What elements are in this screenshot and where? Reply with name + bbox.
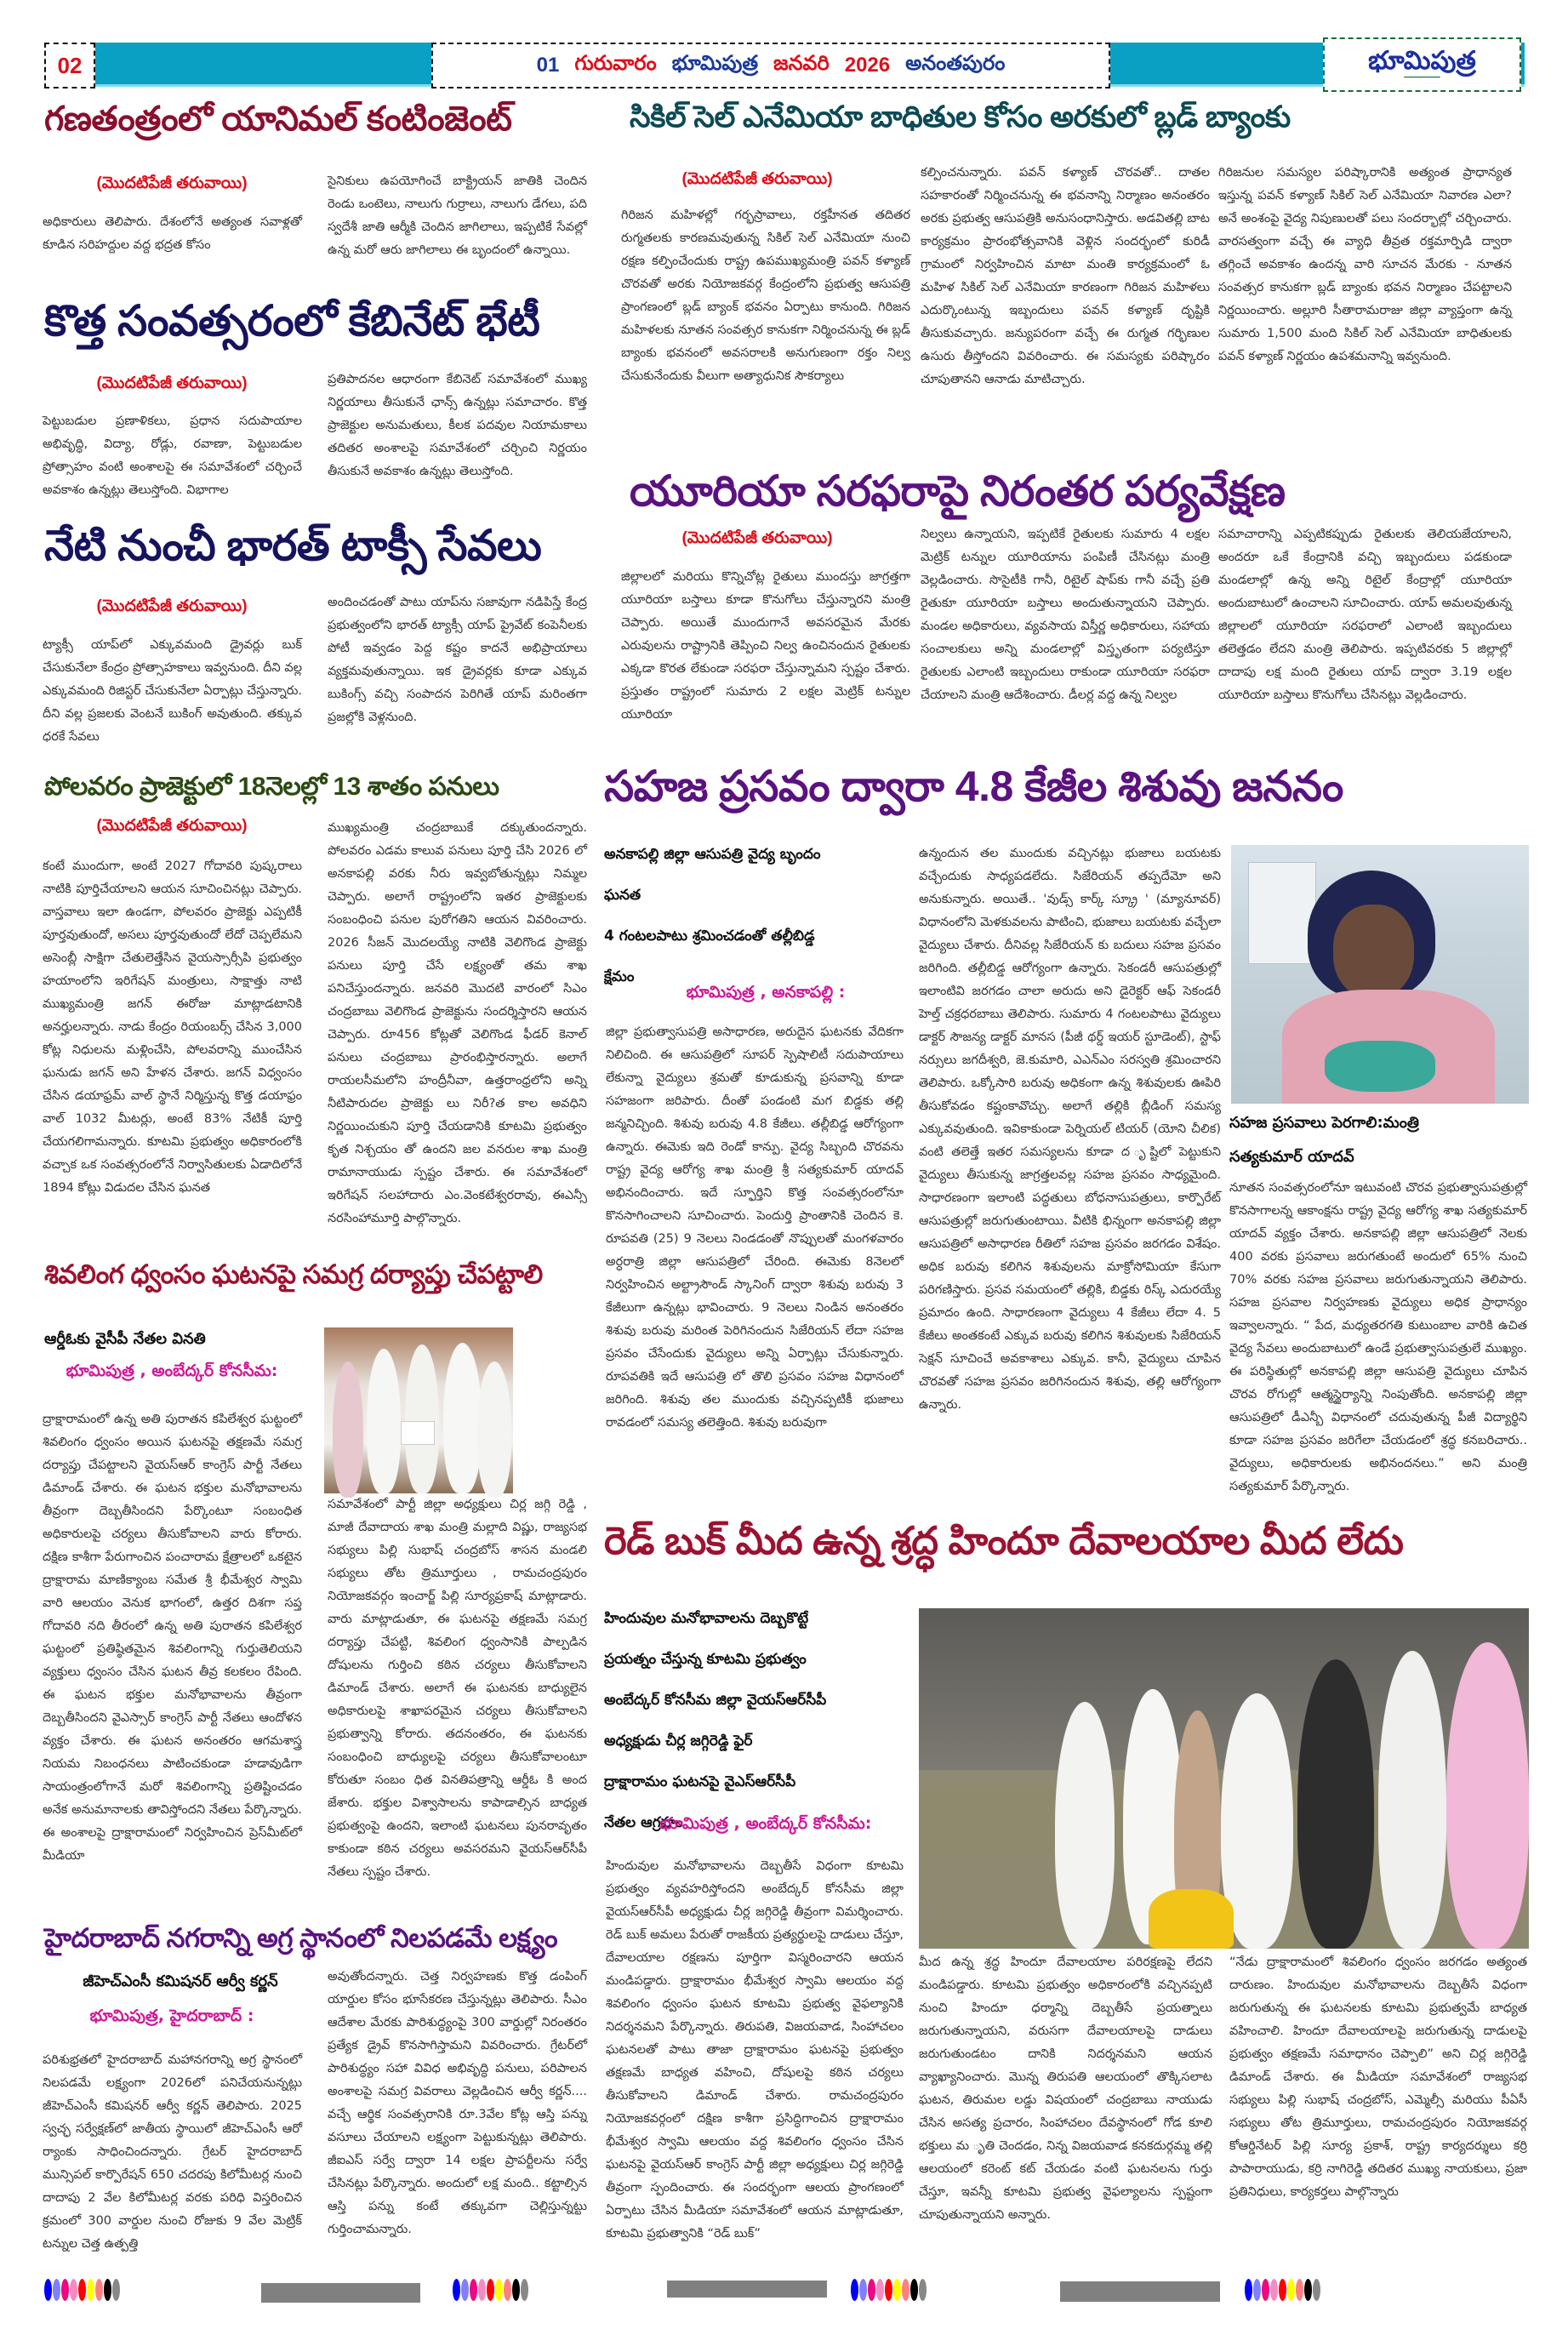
caption-line: సహజ ప్రసవాలు పెరగాలి:మంత్రి	[1229, 1114, 1419, 1132]
registration-dot	[1245, 2279, 1252, 2301]
article-text: సమాచారాన్ని ఎప్పటికప్పుడు రైతులకు తెలియజేయాలని, అందరూ ఒకే కేంద్రానికి వచ్చి ఇబ్బందులు పడకుండా మండలాల్లో ఉన్న అన్ని రిటైల్ కేంద్రాల్లో యూరియా అందుబాటులో ఉంచాలని సూచించారు. యాప్ అమలవుతున్న జిల్లాలలో యూరియా సరఫరాలో ఎలాంటి ఇబ్బందులు తలెత్తడం లేదని మంత్రి తెలిపారు. ఇప్పటివరకు 5 జిల్లాల్లో దాదాపు లక్ష మంది రైతులు యాప్ ద్వారా 3.19 లక్షల యూరియా బస్తాలు కొనుగోలు చేసినట్లు వెల్లడించారు.	[1218, 528, 1512, 702]
logo-tagline-mark: ━━━━━━━━━━	[1404, 74, 1440, 81]
article-text: అందించడంతో పాటు యాప్‌ను సజావుగా నడిపిస్తే కేంద్ర ప్రభుత్వంలోని భారత్ ట్యాక్సీ యాప్ ప్రైవేట్ కంపెనీలకు పోటీ ఇవ్వడం పెద్ద కష్టం కాదనే అభిప్రాయాలు వ్యక్తమవుతున్నాయి. ఇక డ్రైవర్లకు కూడా ఎక్కువ బుకింగ్స్ వచ్చి సంపాదన పెరిగితే యాప్ మరింతగా ప్రజల్లోకి వెళ్లనుంది.	[328, 596, 587, 724]
deck-line: ప్రయత్నం చేస్తున్న కూటమి ప్రభుత్వం	[604, 1651, 807, 1668]
registration-dot	[112, 2279, 120, 2301]
registration-dot	[512, 2279, 520, 2301]
registration-dot	[876, 2279, 884, 2301]
article-text: గిరిజన మహిళల్లో గర్భస్రావాలు, రక్తహీనత తదితర రుగ్మతలకు కారణమవుతున్న సికిల్ సెల్ ఎనేమియా నుంచి రక్షణ కల్పించేందుకు రాష్ట్ర ఉపముఖ్యమంత్రి పవన్ కళ్యాణ్ చొరవతో అరకు నియోజకవర్గ కేంద్రంలోని ప్రభుత్వ ఆసుపత్రి ప్రాంగణంలో బ్లడ్ బ్యాంక్ భవనం ఏర్పాటు కానుంది. గిరిజన మహిళలకు నూతన సంవత్సర కానుకగా నిర్మించనున్న ఈ బ్లడ్ బ్యాంకు భవనంలో అవసరాలకి అనుగుణంగా రక్తం నిల్వ చేసుకునేందుకు వీలుగా అత్యాధునిక సౌకర్యాలు	[621, 208, 910, 383]
deck-line: క్షేమం	[604, 968, 635, 985]
headline-sickle-cell: సికిల్ సెల్ ఎనేమియా బాధితుల కోసం అరకులో బ్లడ్ బ్యాంకు	[630, 100, 1291, 134]
flower-offering	[1149, 1889, 1234, 1949]
deck-line: ఘనత	[604, 887, 641, 904]
headline-shivalinga: శివలింగ ధ్వంసం ఘటనపై సమగ్ర దర్యాప్తు చేపట్టాలి	[44, 1259, 543, 1289]
date-day: 01	[536, 54, 560, 77]
registration-dot	[453, 2279, 460, 2301]
headline-hyderabad: హైదరాబాద్ నగరాన్ని అగ్ర స్థానంలో నిలపడమే లక్ష్యం	[44, 1923, 558, 1953]
continued-label: (మొదటిపేజీ తరువాయి)	[96, 817, 248, 835]
logo-text: భూమిపుత్ర	[1368, 46, 1476, 76]
article-text: పెట్టుబడుల ప్రణాళికలు, ప్రధాన సదుపాయాల అభివృద్ధి, విద్యా, రోడ్లు, రవాణా, పెట్టుబడుల ప్రోత్సాహం వంటి అంశాలపై ఈ సమావేశంలో చర్చించే అవకాశం ఉన్నట్లు తెలుస్తోంది. విభాగాల	[43, 414, 302, 497]
registration-dot	[495, 2279, 503, 2301]
registration-dot	[1304, 2279, 1312, 2301]
registration-dot	[902, 2279, 909, 2301]
caption-line: సత్యకుమార్ యాదవ్	[1229, 1148, 1354, 1166]
headline-bharat-taxi: నేటి నుంచీ భారత్ టాక్సీ సేవలు	[44, 522, 542, 569]
article-text: పరిశుభ్రతలో హైదరాబాద్ మహానగరాన్ని అగ్ర స్థానంలో నిలపడమే లక్ష్యంగా 2026లో పనిచేయనున్నట్లు జీహెచ్ఎంసీ కమిషనర్ ఆర్వీ కర్ణన్ తెలిపారు. 2025 స్వచ్ఛ సర్వేక్షణ్‌లో జాతీయ స్థాయిలో జీహెచ్ఎంసీ ఆరో ర్యాంకు సాధించిందన్నారు. గ్రేటర్ హైదరాబాద్ మున్సిపల్ కార్పొరేషన్ 650 చదరపు కిలోమీటర్ల నుంచి దాదాపు 2 వేల కిలోమీటర్ల వరకు పరిధి విస్తరించిన క్రమంలో 300 వార్డుల నుంచి రోజుకు 9 వేల మెట్రిక్ టన్నుల చెత్త ఉత్పత్తి	[43, 2053, 302, 2251]
continued-label: (మొదటిపేజీ తరువాయి)	[96, 174, 248, 192]
registration-dot	[868, 2279, 875, 2301]
headline-red-book: రెడ్ బుక్ మీద ఉన్న శ్రద్ధ హిందూ దేవాలయాల మీద లేదు	[604, 1519, 1404, 1562]
article-text: అధికారులు తెలిపారు. దేశంలోనే అత్యంత సవాళ్లతో కూడిన సరిహద్దుల వద్ద భద్రత కోసం	[43, 215, 302, 252]
memorandum-paper	[401, 1421, 435, 1445]
registration-dot	[78, 2279, 86, 2301]
byline: భూమిపుత్ర, హైదరాబాద్ :	[89, 2007, 254, 2025]
deck-line: అంబేద్కర్ కోనసీమ జిల్లా వైయస్ఆర్‌సీపీ	[604, 1692, 827, 1709]
registration-dot	[1262, 2279, 1269, 2301]
article-text: జిల్లా ప్రభుత్వాసుపత్రి అసాధారణ, అరుదైన ఘటనకు వేదికగా నిలిచింది. ఈ ఆసుపత్రిలో సూపర్ స్పెషాలిటీ సదుపాయాలు లేకున్నా వైద్యులు శ్రమతో కూడుకున్న ప్రసవాన్ని కూడా సహజంగా జరిపారు. దీంతో పండంటి మగ బిడ్డకు తల్లి జన్మనిచ్చింది. శిశువు బరువు 4.8 కేజీలు. తల్లీబిడ్డ ఆరోగ్యంగా ఉన్నారు. ఈమెకు ఇది రెండో కాన్పు. వైద్య సిబ్బంది చొరవను రాష్ట్ర వైద్య ఆరోగ్య శాఖ మంత్రి శ్రీ సత్యకుమార్ యాదవ్ అభినందించారు. ఇదే స్ఫూర్తిని కొత్త సంవత్సరంలోనూ కొనసాగించాలని సూచించారు. పెందుర్తి ప్రాంతానికి చెందిన కె. రూపవతి (25) 9 నెలలు నిండడంతో నొప్పులతో మంగళవారం అర్ధరాత్రి జిల్లా ఆసుపత్రిలో చేరింది. ఈమెకు 8నెలలో నిర్వహించిన అల్ట్రాసౌండ్ స్కానింగ్ ద్వారా శిశువు బరువు 3 కేజీలుగా ఉన్నట్లు భావించారు. 9 నెలలు నిండిన అనంతరం శిశువు బరువు మరింత పెరిగినందున సిజేరియన్ లేదా సహజ ప్రసవం చేసేందుకు వైద్యులు అన్ని ఏర్పాట్లు చేసుకున్నారు. రూపవతికి ఇదే ఆసుపత్రి లో తొలి ప్రసవం సహజ విధానంలో జరిగింది. శిశువు తల ముందుకు వచ్చినప్పటికీ భుజాలు రావడంలో సమస్య తలెత్తింది. శిశువు బరువుగా	[606, 1025, 904, 1430]
article-text: హిందువుల మనోభావాలను దెబ్బతీసే విధంగా కూటమి ప్రభుత్వం వ్యవహరిస్తోందని అంబేద్కర్ కోనసీమ జిల్లా వైయస్ఆర్‌సీపీ అధ్యక్షుడు చీర్ల జగ్గిరెడ్డి తీవ్రంగా విమర్శించారు. రెడ్ బుక్ అమలు పేరుతో రాజకీయ ప్రత్యర్థులపై దాడులు చేస్తూ, దేవాలయాల రక్షణను పూర్తిగా విస్మరించారని ఆయన మండిపడ్డారు. ద్రాక్షారామం భీమేశ్వర స్వామి ఆలయం వద్ద శివలింగం ధ్వంసం ఘటన కూటమి ప్రభుత్వ వైఫల్యానికి నిదర్శనమని పేర్కొన్నారు. తిరుపతి, విజయవాడ, సింహాచలం ఘటనలతో పాటు తాజా ద్రాక్షారామం ఘటనపై ప్రభుత్వం తక్షణమే బాధ్యత వహించి, దోషులపై కఠిన చర్యలు తీసుకోవాలని డిమాండ్ చేశారు. రామచంద్రపురం నియోజకవర్గంలో దక్షిణ కాశీగా ప్రసిద్ధిగాంచిన ద్రాక్షారామం భీమేశ్వర స్వామి ఆలయం వద్ద శివలింగం ధ్వంసం చేసిన ఘటనపై వైయస్ఆర్ కాంగ్రెస్ పార్టీ జిల్లా అధ్యక్షులు చిర్ల జగ్గిరెడ్డి తీవ్రంగా స్పందించారు. ఈ సందర్భంగా ఆలయ ప్రాంగణంలో ఏర్పాటు చేసిన మీడియా సమావేశంలో ఆయన మాట్లాడుతూ, కూటమి ప్రభుత్వానికి “రెడ్ బుక్”	[606, 1859, 904, 2241]
registration-dot	[470, 2279, 477, 2301]
gray-registration-bar	[261, 2283, 420, 2303]
registration-dot	[461, 2279, 469, 2301]
article-text: సైనికులు ఉపయోగించే బాక్ట్రియన్ జాతికి చెందిన రెండు ఒంటెలు, నాలుగు గుర్రాలు, నాలుగు డేగలు, పది స్వదేశీ జాతి ఆర్మీకి చెందిన జాగిలాలు, ఇప్పటికే సేవల్లో ఉన్న మరో ఆరు జాగిలాలు ఈ బృందంలో ఉన్నాయి.	[328, 174, 587, 257]
gray-registration-bar	[667, 2281, 827, 2298]
registration-dot	[95, 2279, 103, 2301]
article-text: ప్రతిపాదనల ఆధారంగా కేబినెట్ సమావేశంలో ముఖ్య నిర్ణయాలు తీసుకునే ఛాన్స్ ఉన్నట్లు సమాచారం. కొత్త ప్రాజెక్టుల అనుమతులు, కీలక పదవుల నియామకాలు తదితర అంశాలపై సమావేశంలో చర్చించి నిర్ణయం తీసుకునే అవకాశం ఉన్నట్లు తెలుస్తోంది.	[328, 373, 587, 478]
registration-dot	[910, 2279, 918, 2301]
registration-dot	[851, 2279, 858, 2301]
photo-mother-with-baby	[1231, 845, 1529, 1104]
article-text: కంటే ముందుగా, అంటే 2027 గోదావరి పుష్కరాలు నాటికి పూర్తిచేయాలని ఆయన సూచించినట్లు చెప్పారు. వాస్తవాలు ఇలా ఉండగా, పోలవరం ప్రాజెక్టు ఎప్పటికీ పూర్తవుతుందో, అసలు పూర్తవుతుందో లేదో చెప్పలేమని అసెంబ్లీ సాక్షిగా చేతులెత్తేసిన వైయస్సార్సీపి ప్రభుత్వం హయాంలోని ఇరిగేషన్ మంత్రులు, సాక్షాత్తు నాటి ముఖ్యమంత్రి జగన్ ఈరోజు మాట్లాడటానికి అనర్హులన్నారు. నాడు కేంద్రం రియంబర్స్ చేసిన 3,000 కోట్ల నిధులను మళ్లించేసి, పోలవరాన్ని ముంచేసిన ఘనుడు జగన్ అని హేళన చేశారు. జగన్ విధ్వంసం చేసిన డయాఫ్రమ్ వాల్ స్థానే నిర్మిస్తున్న కొత్త డయాఫ్రం వాల్ 1032 మీటర్లు, అంటే 83% నేటికీ పూర్తి చేయగలిగామన్నారు. కూటమి ప్రభుత్వం అధికారంలోకి వచ్చాక ఒక సంవత్సరంలోనే నిర్వాసితులకు ఏడాదిలోనే 1894 కోట్లు విడుదల చేసిన ఘనత	[43, 859, 302, 1195]
continued-label: (మొదటిపేజీ తరువాయి)	[96, 597, 248, 615]
registration-dot	[859, 2279, 867, 2301]
headline-cabinet-meeting: కొత్త సంవత్సరంలో కేబినేట్ భేటీ	[44, 297, 540, 345]
registration-dot	[1270, 2279, 1278, 2301]
deck-line: ద్రాక్షారామం ఘటనపై వైఎస్ఆర్‌సీపీ	[604, 1773, 796, 1790]
registration-dot	[1253, 2279, 1261, 2301]
registration-dot	[104, 2279, 111, 2301]
article-text: ద్రాక్షారామంలో ఉన్న అతి పురాతన కపిలేశ్వర ఘట్టంలో శివలింగం ధ్వంసం అయిన ఘటనపై తక్షణమే సమగ్ర దర్యాప్తు చేపట్టాలని వైయస్ఆర్ కాంగ్రెస్ పార్టీ నేతలు డిమాండ్ చేశారు. ఈ ఘటన భక్తుల మనోభావాలను తీవ్రంగా దెబ్బతీసిందని పేర్కొంటూ సంబంధిత అధికారులపై చర్యలు తీసుకోవాలని వారు కోరారు. దక్షిణ కాశీగా పేరుగాంచిన పంచారామ క్షేత్రాలలో ఒకటైన ద్రాక్షారామ మాణిక్యాంబ సమేత శ్రీ భీమేశ్వర స్వామి వారి ఆలయం వెనుక భాగంలో, ఉత్తర దిశగా సప్త గోదావరి నది తీరంలో ఉన్న అతి పురాతన కపిలేశ్వర ఘట్టంలో ప్రతిష్ఠితమైన శివలింగాన్ని గుర్తుతెలియని వ్యక్తులు ధ్వంసం చేసిన ఘటన తీవ్ర కలకలం రేపింది. ఈ ఘటన భక్తుల మనోభావాలను తీవ్రంగా దెబ్బతీసిందని వైఎస్సార్ కాంగ్రెస్ పార్టీ నేతలు ఆందోళన వ్యక్తం చేశారు. ఈ ఘటన అనంతరం ఆగమశాస్త్ర నియమ నిబంధనలు పాటించకుండా హడావుడిగా సాయంత్రంలోగానే మరో శివలింగాన్ని ప్రతిష్టించడం అనేక అనుమానాలకు తావిస్తోందని నేతలు పేర్కొన్నారు. ఈ అంశాలపై ద్రాక్షారామంలో నిర్వహించిన ప్రెస్‌మీట్‌లో మీడియా	[43, 1413, 302, 1863]
deck-line: అధ్యక్షుడు చీర్ల జగ్గిరెడ్డి ఫైర్	[604, 1733, 753, 1750]
subheadline: ఆర్డీఓకు వైసీపీ నేతల వినతి	[44, 1330, 206, 1348]
article-text: నిల్వలు ఉన్నాయని, ఇప్పటికే రైతులకు సుమారు 4 లక్షల మెట్రిక్ టన్నుల యూరియాను పంపిణీ చేసినట్లు మంత్రి వెల్లడించారు. సొసైటీకి గానీ, రిటైల్ షాప్‌కు గానీ వచ్చే ప్రతి రైతుకూ యూరియా బస్తాలు అందుతున్నాయని చెప్పారు. మండల అధికారులు, వ్యవసాయ విస్తీర్ణ అధికారులు, సహాయ సంచాలకులు అన్ని మండలాల్లో విస్తృతంగా పర్యటిస్తూ రైతులకు ఎలాంటి ఇబ్బందులు రాకుండా యూరియా సరఫరా చేయాలని మంత్రి ఆదేశించారు. డీలర్ల వద్ద ఉన్న నిల్వల	[921, 528, 1210, 702]
article-text: మీద ఉన్న శ్రద్ధ హిందూ దేవాలయాల పరిరక్షణపై లేదని మండిపడ్డారు. కూటమి ప్రభుత్వం అధికారంలోకి వచ్చినప్పటి నుంచి హిందూ ధర్మాన్ని దెబ్బతీసే ప్రయత్నాలు జరుగుతున్నాయని, వరుసగా దేవాలయాలపై దాడులు జరుగుతుండటం దానికి నిదర్శనమని ఆయన వ్యాఖ్యానించారు. మొన్న తిరుపతి ఆలయంలో తొక్కిసలాట ఘటన, తిరుమల లడ్డు విషయంలో చంద్రబాబు నాయుడు చేసిన అసత్య ప్రచారం, సింహాచలం దేవస్థానంలో గోడ కూలి భక్తులు మ ృతి చెందడం, నిన్న విజయవాడ కనకదుర్గమ్మ తల్లి ఆలయంలో కరెంట్ కట్ చేయడం వంటి ఘటనలను గుర్తు చేస్తూ, ఇవన్నీ కూటమి ప్రభుత్వ వైఫల్యాలను స్పష్టంగా చూపుతున్నాయని అన్నారు.	[919, 1955, 1212, 2222]
deck-line: నేతల ఆగ్రహం	[604, 1814, 683, 1831]
continued-label: (మొదటిపేజీ తరువాయి)	[681, 529, 833, 547]
registration-dot	[521, 2279, 528, 2301]
page-number: 02	[44, 43, 95, 88]
registration-dot	[1313, 2279, 1320, 2301]
deck-line: 4 గంటలపాటు శ్రమించడంతో తల్లీబిడ్డ	[604, 928, 815, 945]
edition: అనంతపురం	[905, 51, 1006, 75]
color-registration-marks	[1245, 2279, 1320, 2301]
article-deck	[604, 834, 893, 997]
baby-blanket	[1325, 1041, 1435, 1092]
color-registration-marks	[453, 2279, 528, 2301]
registration-dot	[885, 2279, 892, 2301]
byline: భూమిపుత్ర , అనకాపల్లి :	[686, 983, 846, 1002]
deck-line: హిందువుల మనోభావాలను దెబ్బకొట్టే	[604, 1610, 809, 1627]
photo-temple-ghat-visit	[919, 1608, 1529, 1949]
article-text: అవుతోందన్నారు. చెత్త నిర్వహణకు కొత్త డంపింగ్ యార్డుల కోసం భూసేకరణ చేస్తున్నట్లు తెలిపారు. సీఎం ఆదేశాల మేరకు పారిశుద్ధ్యంపై 300 వార్డుల్లో నిరంతరం ప్రత్యేక డ్రైవ్ కొనసాగిస్తామని వివరించారు. గ్రేటర్‌లో పారిశుద్ధ్యం సహా వివిధ అభివృద్ధి పనులు, పరిపాలన అంశాలపై సమగ్ర వివరాలు వెల్లడించిన ఆర్వీ కర్ణన్.... వచ్చే ఆర్థిక సంవత్సరానికి రూ.3వేల కోట్ల ఆస్తి పన్ను వసూలు చేయాలని లక్ష్యంగా పెట్టుకున్నట్లు తెలిపారు. జీఐఎస్ సర్వే ద్వారా 14 లక్షల ప్రాపర్టీలను సర్వే చేసినట్లు పేర్కొన్నారు. అందులో లక్ష మంది.. కట్టాల్సిన ఆస్తి పన్ను కంటే తక్కువగా చెల్లిస్తున్నట్టు గుర్తించామన్నారు.	[328, 1970, 587, 2236]
registration-dot	[53, 2279, 60, 2301]
article-text: జిల్లాలలో మరియు కొన్నిచోట్ల రైతులు ముందస్తు జాగ్రత్తగా యూరియా బస్తాలు కూడా కొనుగోలు చేస్తున్నారని మంత్రి చెప్పారు. అయితే ముందుగానే అవసరమైన మేరకు ఎరువులను రాష్ట్రానికి తెప్పించి నిల్వ ఉంచినందున రైతులకు ఎక్కడా కొరత లేకుండా సరఫరా చేస్తున్నామని స్పష్టం చేశారు. ప్రస్తుతం రాష్ట్రంలో సుమారు 2 లక్షల మెట్రిక్ టన్నుల యూరియా	[621, 570, 910, 722]
subheadline: జీహెచ్ఎంసీ కమిషనర్ ఆర్వీ కర్ణన్	[83, 1972, 278, 1990]
article-text: గిరిజనుల సమస్యల పరిష్కారానికి అత్యంత ప్రాధాన్యత ఇస్తున్న పవన్ కళ్యాణ్ సికిల్ సెల్ ఎనేమియా నివారణ ఎలా? అనే అంశంపై వైద్య నిపుణులతో పలు సందర్భాల్లో చర్చించారు. వారసత్వంగా వచ్చే ఈ వ్యాధి తీవ్రత రక్తమార్పిడి ద్వారా తగ్గించే అవకాశం ఉందన్న వారి సూచన మేరకు - నూతన సంవత్సర కానుకగా బ్లడ్ బ్యాంకు భవన నిర్మాణం చేపట్టాలని నిర్ణయించారు. అల్లూరి సీతారామరాజు జిల్లా వ్యాప్తంగా ఉన్న సుమారు 1,500 మంది సికిల్ సెల్ ఎనేమియా బాధితులకు పవన్ కళ్యాణ్ నిర్ణయం ఉపశమనాన్ని ఇవ్వనుంది.	[1218, 166, 1512, 363]
article-deck	[604, 1598, 902, 1843]
incubator	[1248, 862, 1316, 964]
month: జనవరి	[773, 51, 830, 75]
face	[1333, 905, 1414, 998]
registration-dot	[478, 2279, 486, 2301]
article-text: నూతన సంవత్సరంలోనూ ఇటువంటి చొరవ ప్రభుత్వాసుపత్రుల్లో కొనసాగాలన్న ఆకాంక్షను రాష్ట్ర వైద్య ఆరోగ్య శాఖ సత్యకుమార్ యాదవ్ వ్యక్తం చేశారు. అనకాపల్లి జిల్లా ఆసుపత్రిలో నెలకు 400 వరకు ప్రసవాలు జరుగతుంటే అందులో 65% నుంచి 70% వరకు సహజ ప్రసవాలు జరుగుతున్నాయని తెలిపారు. సహజ ప్రసవాల నిర్వహణకు వైద్యులు అధిక ప్రాధాన్యం ఇవ్వాలన్నారు. “ పేద, మధ్యతరగతి కుటుంబాల వారికి ఉచిత వైద్య సేవలు అందుబాటులో ఉండే ప్రభుత్వాసుపత్రులే ముఖ్యం. ఈ పరిస్థితుల్లో అనకాపల్లి జిల్లా ఆసుపత్రి వైద్యులు చూపిన చొరవ రోగుల్లో ఆత్మస్థైర్యాన్ని నింపుతోంది. అనకాపల్లి జిల్లా ఆసుపత్రిలో డీఎన్బీ విధానంలో చదువుతున్న పీజీ విద్యార్థిని కూడా సహజ ప్రసవం జరిగేలా చేయడంలో శ్రద్ధ కనబరిచారు.. వైద్యులు, అధికారులకు అభినందనలు.” అని మంత్రి సత్యకుమార్ పేర్కొన్నారు.	[1229, 1181, 1527, 1493]
article-text: “నేడు ద్రాక్షారామంలో శివలింగం ధ్వంసం జరగడం అత్యంత దారుణం. హిందువుల మనోభావాలను దెబ్బతీసే విధంగా జరుగుతున్న ఈ ఘటనలకు కూటమి ప్రభుత్వమే బాధ్యత వహించాలి. హిందూ దేవాలయాలపై జరుగుతున్న దాడులపై ప్రభుత్వం తక్షణమే సమాధానం చెప్పాలి” అని చిర్ల జగ్గిరెడ్డి డిమాండ్ చేశారు. ఈ మీడియా సమావేశంలో రాజ్యసభ సభ్యులు పిల్లి సుభాష్ చంద్రబోస్, ఎమ్మెల్సీ మరియు పీఏసీ సభ్యులు తోట త్రిమూర్తులు, రామచంద్రపురం నియోజకవర్గ కోఆర్డినేటర్ పిల్లి సూర్య ప్రకాశ్, రాష్ట్ర కార్యదర్శులు కర్రి పాపారాయుడు, కర్రి నాగిరెడ్డి తదితర ముఖ్య నాయకులు, ప్రజా ప్రతినిధులు, కార్యకర్తలు పాల్గొన్నారు	[1229, 1955, 1527, 2199]
registration-dot	[487, 2279, 494, 2301]
gray-registration-bar	[1060, 2281, 1220, 2302]
article-text: కల్పించనున్నారు. పవన్ కళ్యాణ్ చొరవతో.. దాతల సహకారంతో నిర్మించనున్న ఈ భవనాన్ని నిర్మాణం అనంతరం అరకు ప్రభుత్వ ఆసుపత్రికి అనుసంధానిస్తారు. అడవితల్లి బాట కార్యక్రమం ప్రారంభోత్సవానికి వెళ్లిన సందర్భంలో కురిడీ గ్రామంలో నిర్వహించిన మాటా మంతి కార్యక్రమంలో ఓ మహిళ సికిల్ సెల్ ఎనేమియా కారణంగా గిరిజన మహిళలు ఎదుర్కొంటున్న ఇబ్బందులు పవన్ కళ్యాణ్ దృష్టికి తీసుకువచ్చారు. జన్యుపరంగా వచ్చే ఈ రుగ్మత గర్భిణుల ఉసురు తీస్తోందని వివరించారు. ఈ సమస్యకు పరిష్కారం చూపుతానని ఆనాడు మాటిచ్చారు.	[921, 166, 1210, 386]
article-text: ముఖ్యమంత్రి చంద్రబాబుకే దక్కుతుందన్నారు. పోలవరం ఎడమ కాలువ పనులు పూర్తి చేసి 2026 లో అనకాపల్లి వరకు నీరు ఇవ్వబోతున్నట్లు నిమ్మల చెప్పారు. అలాగే రాష్ట్రంలోని ఇతర ప్రాజెక్టులకు సంబంధించి పనుల పురోగతిని ఆయన వివరించారు. 2026 సీజన్ మొదలయ్యే నాటికి వెలిగొండ ప్రాజెక్టు పనులు పూర్తి చేసే లక్ష్యంతో తమ శాఖ పనిచేస్తుందన్నారు. జనవరి మొదటి వారంలో సిఎం చంద్రబాబు వెలిగొండ ప్రాజెక్టును సందర్శిస్తారని ఆయన చెప్పారు. రూ456 కోట్లతో వెలిగొండ ఫీడర్ కెనాల్ పనులు చంద్రబాబు ప్రారంభిస్తారన్నారు. అలాగే రాయలసీమలోని హంద్రీనీవా, ఉత్తరాంధ్రలోని అన్ని నీటిపారుదల ప్రాజెక్టు లు నిరీ?త కాల అవధిని నిర్ణయించుకుని పూర్తి చేయడానికి కూటమి ప్రభుత్వం కృత నిశ్చయం తో ఉందని జల వనరుల శాఖ మంత్రి రామానాయుడు స్పష్టం చేశారు. ఈ సమావేశంలో ఇరిగేషన్ సలహాదారు ఎం.వెంకటేశ్వరరావు, ఈఎన్సీ నరసింహామూర్తి పాల్గొన్నారు.	[328, 821, 587, 1225]
article-text: ట్యాక్సీ యాప్‌లో ఎక్కువమంది డ్రైవర్లు బుక్ చేసుకునేలా కేంద్రం ప్రోత్సాహకాలు ఇవ్వనుంది. దీని వల్ల ఎక్కువమంది రిజిస్టర్ చేసుకునేలా ఏర్పాట్లు చేస్తున్నారు. దీని వల్ల ప్రజలకు వెంటనే బుకింగ్ అవుతుంది. తక్కువ ధరకే సేవలు	[43, 638, 302, 744]
photo-memorandum-handover	[324, 1327, 513, 1493]
article-text: ఉన్నందున తల ముందుకు వచ్చినట్లు భుజాలు బయటకు వచ్చేందుకు సాధ్యపడలేదు. సిజేరియన్ తప్పదేమో అని అనుకున్నారు. అయితే.. 'వుడ్స్ కార్క్ స్క్రూ ' (మ్యానూవర్) విధానంలోని మెళకువలను పాటించి, భుజాలు బయటకు వచ్చేలా వైద్యులు చేశారు. దీనివల్ల సిజేరియన్ కు బదులు సహజ ప్రసవం జరిగింది. తల్లీబిడ్డ ఆరోగ్యంగా ఉన్నారు. సెకండరీ ఆసుపత్రుల్లో ఇలాంటివి జరగడం చాలా అరుదు అని డైరెక్టర్ ఆఫ్ సెకండరీ హెల్త్ చక్రధరబాబు తెలిపారు. సుమారు 4 గంటలపాటు వైద్యులు డాక్టర్ సౌజన్య డాక్టర్ మానస (పీజీ థర్డ్ ఇయర్ స్టూడెంట్), స్టాఫ్ నర్సులు జగదీశ్వరి, జె.కుమారి, ఎఎన్ఎం సరస్వతి శ్రమించారని తెలిపారు. ఒక్కోసారి బరువు అధికంగా ఉన్న శిశువులకు ఊపిరి తీసుకోవడం కష్టంకావొచ్చు. అలాగే తల్లికి బ్లీడింగ్ సమస్య ఎక్కువవుతుంది. ఇవికాకుండా పెర్నియల్ టియర్ (యోని చీలిక) వంటి తలెత్తే ఇతర సమస్యలను కూడా ద ృష్టిలో పెట్టుకుని వైద్యులు తీసుకున్న జాగ్రత్తలవల్ల సహజ ప్రసవం సాధ్యమైంది. సాధారణంగా ఇలాంటి పద్ధతులు బోధనాసుపత్రులు, కార్పొరేట్ ఆసుపత్రుల్లో జరుగుతుంటాయి. వీటికి భిన్నంగా అనకాపల్లి జిల్లా ఆసుపత్రిలో అసాధారణ రీతిలో సహజ ప్రసవం జరగడం విశేషం. అధిక బరువు కలిగిన శిశువులను మాక్రోసోమియా కేసుగా పరిగణిస్తారు. ప్రసవ సమయంలో తల్లికి, బిడ్డకు రిస్క్ ఎదురయ్యే ప్రమాదం ఉంది. సాధారణంగా వైద్యులు 4 కేజీలు లేదా 4. 5 కేజీలు అంతకంటే ఎక్కువ బరువు కలిగిన శిశువులకు సిజేరియన్ సెక్షన్ సూచించే అవకాశాలు ఎక్కువ. కానీ, వైద్యులు చూపిన చొరవతో సహజ ప్రసవం జరిగినందున శిశువు, తల్లి ఆరోగ్యంగా ఉన్నారు.	[919, 847, 1221, 1412]
headline-natural-delivery: సహజ ప్రసవం ద్వారా 4.8 కేజీల శిశువు జననం	[604, 762, 1343, 810]
continued-label: (మొదటిపేజీ తరువాయి)	[681, 170, 833, 188]
byline: భూమిపుత్ర , అంబేద్కర్ కోనసీమ:	[659, 1814, 872, 1833]
registration-dot	[504, 2279, 511, 2301]
registration-dot	[1279, 2279, 1286, 2301]
registration-dot	[87, 2279, 94, 2301]
registration-dot	[61, 2279, 69, 2301]
registration-dot	[70, 2279, 77, 2301]
registration-dot	[44, 2279, 52, 2301]
registration-dot	[893, 2279, 901, 2301]
registration-dot	[1296, 2279, 1303, 2301]
headline-animal-contingent: గణతంత్రంలో యానిమల్ కంటింజెంట్	[44, 100, 512, 138]
registration-dot	[1287, 2279, 1295, 2301]
deck-line: అనకాపల్లి జిల్లా ఆసుపత్రి వైద్య బృందం	[604, 846, 821, 863]
color-registration-marks	[851, 2279, 927, 2301]
paper-name: భూమిపుత్ర	[671, 51, 759, 75]
weekday: గురువారం	[574, 51, 657, 75]
dateline	[431, 43, 1110, 88]
registration-dot	[919, 2279, 927, 2301]
headline-urea-supply: యూరియా సరఫరాపై నిరంతర పర్యవేక్షణ	[630, 467, 1286, 515]
headline-polavaram: పోలవరం ప్రాజెక్టులో 18నెలల్లో 13 శాతం పనులు	[44, 773, 499, 801]
continued-label: (మొదటిపేజీ తరువాయి)	[96, 374, 248, 392]
newspaper-logo	[1323, 37, 1521, 92]
year: 2026	[844, 54, 891, 77]
color-registration-marks	[44, 2279, 120, 2301]
article-text: సమావేశంలో పార్టీ జిల్లా అధ్యక్షులు చిర్ల జగ్గి రెడ్డి , మాజీ దేవాదాయ శాఖ మంత్రి మల్లాది విష్ణు, రాజ్యసభ సభ్యులు పిల్లి సుభాష్ చంద్రబోస్ శాసన మండలి సభ్యులు తోట త్రిమూర్తులు , రామచంద్రపురం నియోజకవర్గం ఇంచార్జ్ పిల్లి సూర్యప్రకాష్ మాట్లాడారు. వారు మాట్లాడుతూ, ఈ ఘటనపై తక్షణమే సమగ్ర దర్యాప్తు చేపట్టి, శివలింగ ధ్వంసానికి పాల్పడిన దోషులను గుర్తించి కఠిన చర్యలు తీసుకోవాలని డిమాండ్ చేశారు. అలాగే ఈ ఘటనకు బాధ్యులైన అధికారులపై శాఖాపరమైన చర్యలు తీసుకోవాలని ప్రభుత్వాన్ని కోరారు. తదనంతరం, ఈ ఘటనకు సంబంధించి బాధ్యులపై చర్యలు తీసుకోవాలంటూ కోరుతూ సంబం ధిత వినతిపత్రాన్ని ఆర్డీఓ కి అంద జేశారు. భక్తుల విశ్వాసాలను కాపాడాల్సిన బాధ్యత ప్రభుత్వంపై ఉందని, ఇలాంటి ఘటనలు పునరావృతం కాకుండా కఠిన చర్యలు అవసరమని వైయస్ఆర్‌సీపీ నేతలు స్పష్టం చేశారు.	[328, 1498, 587, 1879]
photo-caption	[1229, 1106, 1527, 1174]
byline: భూమిపుత్ర , అంబేద్కర్ కోనసీమ:	[66, 1362, 278, 1380]
